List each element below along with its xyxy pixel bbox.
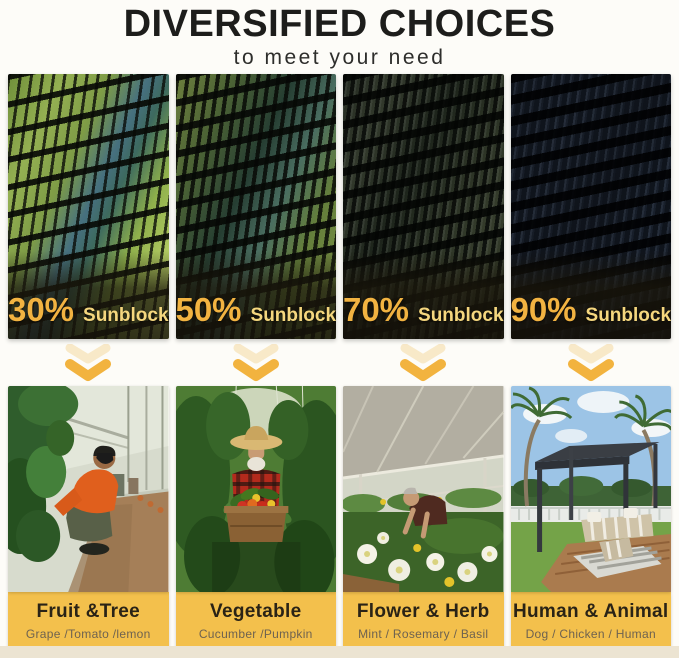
photo-human-animal <box>511 386 672 592</box>
sunblock-word: Sunblock <box>83 304 169 326</box>
sunblock-panels-row <box>0 74 679 339</box>
sunblock-word: Sunblock <box>418 304 504 326</box>
mesh-panel-30 <box>8 74 169 339</box>
sunblock-percent: 70% <box>343 290 410 328</box>
sunblock-label-70 <box>343 251 504 339</box>
photo-flower-herb <box>343 386 504 592</box>
mesh-panel-90 <box>511 74 672 339</box>
card-vegetable <box>176 386 337 650</box>
caption-subtitle: Dog / Chicken / Human <box>525 626 656 641</box>
mesh-panel-50 <box>176 74 337 339</box>
arrows-row <box>0 344 679 383</box>
photo-fruit-tree <box>8 386 169 592</box>
caption-title: Vegetable <box>210 600 302 622</box>
double-chevron-down-icon <box>511 344 672 383</box>
double-chevron-down-icon <box>176 344 337 383</box>
photo-vegetable <box>176 386 337 592</box>
caption-title: Flower & Herb <box>356 600 490 622</box>
page-bottom-strip <box>0 646 679 658</box>
caption-subtitle: Mint / Rosemary / Basil <box>358 626 489 641</box>
card-flower-herb <box>343 386 504 650</box>
double-chevron-down-icon <box>343 344 504 383</box>
card-fruit-tree <box>8 386 169 650</box>
page-title: DIVERSIFIED CHOICES <box>123 3 556 45</box>
caption-vegetable <box>176 592 337 650</box>
sunblock-label-90 <box>511 251 672 339</box>
page-subtitle: to meet your need <box>233 45 446 69</box>
sunblock-percent: 90% <box>510 290 577 328</box>
caption-title: Human & Animal <box>512 600 669 622</box>
header <box>0 0 679 70</box>
use-case-cards-row <box>0 386 679 650</box>
sunblock-label-30 <box>8 251 169 339</box>
sunblock-word: Sunblock <box>585 304 671 326</box>
sunblock-label-50 <box>176 251 337 339</box>
caption-subtitle: Cucumber /Pumpkin <box>198 626 313 641</box>
caption-flower-herb <box>343 592 504 650</box>
sunblock-word: Sunblock <box>250 304 336 326</box>
shaded-flower-garden-scene <box>343 386 504 592</box>
caption-subtitle: Grape /Tomato /lemon <box>25 626 151 641</box>
card-human-animal <box>511 386 672 650</box>
double-chevron-down-icon <box>8 344 169 383</box>
caption-title: Fruit &Tree <box>36 600 141 622</box>
caption-human-animal <box>511 592 672 650</box>
sunblock-percent: 50% <box>175 290 242 328</box>
farmer-vegetable-crate-scene <box>176 386 337 592</box>
backyard-pergola-scene <box>511 386 672 592</box>
sunblock-percent: 30% <box>8 290 75 328</box>
caption-fruit-tree <box>8 592 169 650</box>
mesh-panel-70 <box>343 74 504 339</box>
greenhouse-fruit-tree-scene <box>8 386 169 592</box>
